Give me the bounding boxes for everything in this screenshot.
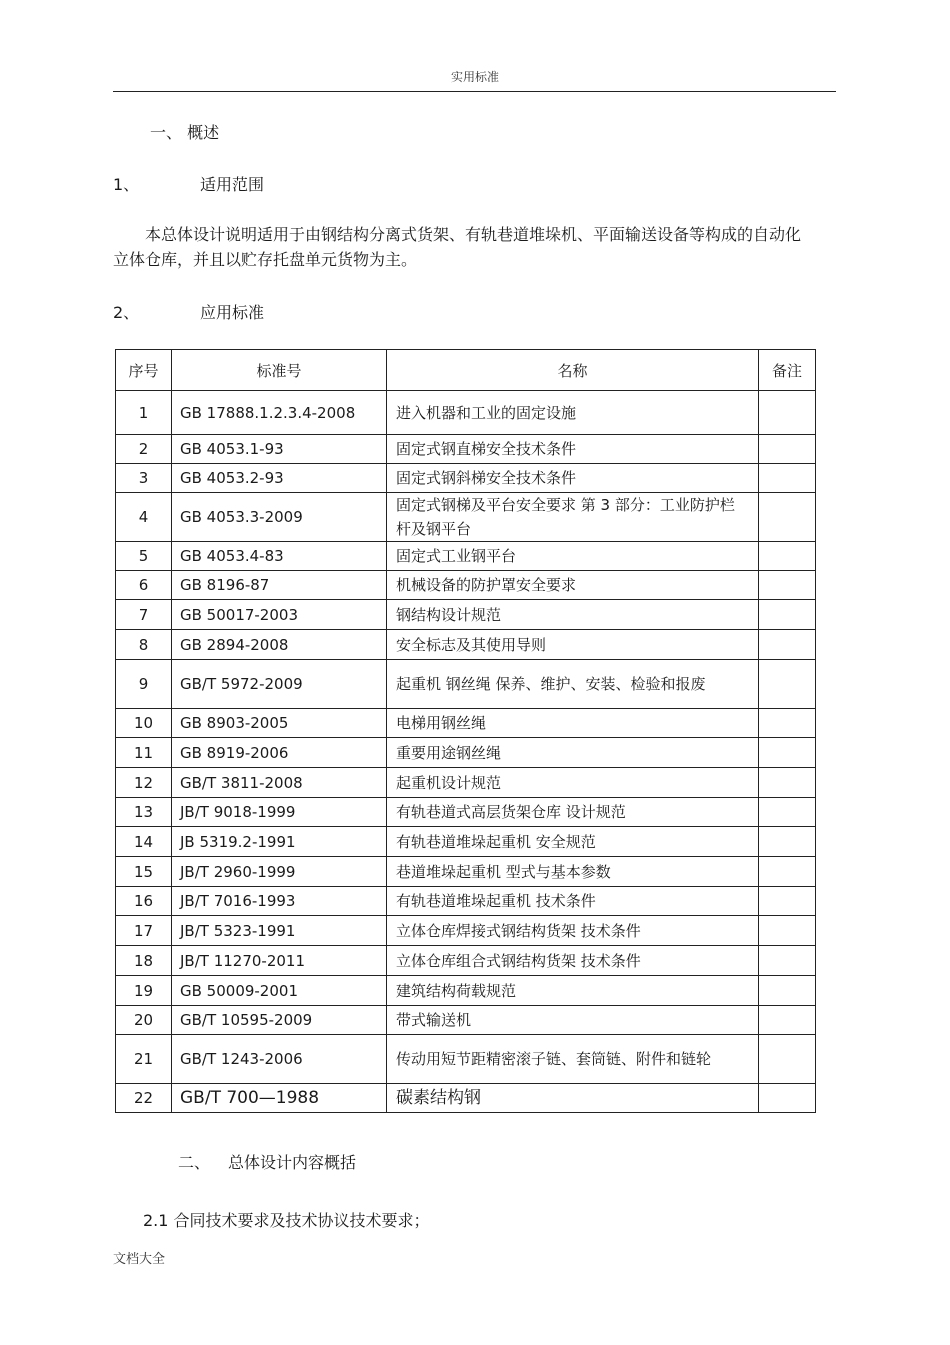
row-number: 3 bbox=[116, 464, 172, 493]
row-standard-code: JB 5319.2-1991 bbox=[172, 827, 387, 857]
scope-paragraph-text: 本总体设计说明适用于由钢结构分离式货架、有轨巷道堆垛机、平面输送设备等构成的自动化立体仓库，并且以贮存托盘单元货物为主。 bbox=[113, 225, 802, 269]
row-standard-name: 有轨巷道堆垛起重机 技术条件 bbox=[387, 887, 759, 916]
row-number: 12 bbox=[116, 768, 172, 798]
row-note bbox=[759, 709, 816, 738]
row-note bbox=[759, 916, 816, 946]
row-standard-name: 电梯用钢丝绳 bbox=[387, 709, 759, 738]
row-standard-name: 机械设备的防护罩安全要求 bbox=[387, 571, 759, 600]
header-rule bbox=[113, 91, 836, 92]
row-note bbox=[759, 887, 816, 916]
table-row bbox=[116, 571, 816, 600]
page-footer: 文档大全 bbox=[113, 1252, 166, 1267]
row-note bbox=[759, 630, 816, 660]
row-standard-name: 钢结构设计规范 bbox=[387, 600, 759, 630]
row-standard-name: 带式输送机 bbox=[387, 1006, 759, 1035]
row-number: 19 bbox=[116, 976, 172, 1006]
row-standard-name: 固定式钢直梯安全技术条件 bbox=[387, 435, 759, 464]
subsection-2-1: 2.1 合同技术要求及技术协议技术要求； bbox=[143, 1211, 430, 1230]
table-row bbox=[116, 798, 816, 827]
page-header: 实用标准 bbox=[450, 70, 499, 84]
row-number: 10 bbox=[116, 709, 172, 738]
row-note bbox=[759, 1035, 816, 1084]
row-standard-name: 起重机设计规范 bbox=[387, 768, 759, 798]
table-row bbox=[116, 630, 816, 660]
row-note bbox=[759, 768, 816, 798]
row-note bbox=[759, 391, 816, 435]
header-name: 名称 bbox=[387, 350, 759, 391]
row-note bbox=[759, 660, 816, 709]
row-number: 21 bbox=[116, 1035, 172, 1084]
row-number: 8 bbox=[116, 630, 172, 660]
row-standard-name: 固定式钢斜梯安全技术条件 bbox=[387, 464, 759, 493]
row-note bbox=[759, 857, 816, 887]
row-note bbox=[759, 435, 816, 464]
table-row bbox=[116, 493, 816, 542]
row-number: 16 bbox=[116, 887, 172, 916]
row-standard-code: GB/T 3811-2008 bbox=[172, 768, 387, 798]
row-note bbox=[759, 493, 816, 542]
row-standard-code: GB 8919-2006 bbox=[172, 738, 387, 768]
row-standard-code: GB 4053.2-93 bbox=[172, 464, 387, 493]
row-standard-name: 固定式钢梯及平台安全要求 第 3 部分：工业防护栏杆及钢平台 bbox=[387, 493, 759, 542]
row-standard-name: 传动用短节距精密滚子链、套筒链、附件和链轮 bbox=[387, 1035, 759, 1084]
section-1-title: 一、 概述 bbox=[150, 123, 220, 142]
row-number: 17 bbox=[116, 916, 172, 946]
row-note bbox=[759, 600, 816, 630]
row-note bbox=[759, 464, 816, 493]
row-number: 1 bbox=[116, 391, 172, 435]
row-note bbox=[759, 976, 816, 1006]
row-note bbox=[759, 827, 816, 857]
row-standard-code: GB 4053.1-93 bbox=[172, 435, 387, 464]
row-number: 5 bbox=[116, 542, 172, 571]
table-row bbox=[116, 916, 816, 946]
row-standard-code: GB/T 5972-2009 bbox=[172, 660, 387, 709]
row-standard-name: 起重机 钢丝绳 保养、维护、安装、检验和报废 bbox=[387, 660, 759, 709]
subsection-1-title: 适用范围 bbox=[200, 175, 265, 194]
row-note bbox=[759, 738, 816, 768]
header-note: 备注 bbox=[759, 350, 816, 391]
standards-table bbox=[115, 349, 816, 1113]
row-number: 7 bbox=[116, 600, 172, 630]
row-standard-code: GB 8903-2005 bbox=[172, 709, 387, 738]
table-row bbox=[116, 1035, 816, 1084]
scope-paragraph bbox=[113, 222, 813, 272]
table-row bbox=[116, 1006, 816, 1035]
row-note bbox=[759, 571, 816, 600]
row-number: 18 bbox=[116, 946, 172, 976]
row-standard-code: JB/T 5323-1991 bbox=[172, 916, 387, 946]
row-standard-code: GB 4053.4-83 bbox=[172, 542, 387, 571]
section-2-number: 二、 bbox=[178, 1153, 211, 1172]
row-number: 4 bbox=[116, 493, 172, 542]
row-standard-name: 碳素结构钢 bbox=[387, 1084, 759, 1113]
row-number: 6 bbox=[116, 571, 172, 600]
row-note bbox=[759, 1084, 816, 1113]
row-standard-name: 巷道堆垛起重机 型式与基本参数 bbox=[387, 857, 759, 887]
row-standard-name: 安全标志及其使用导则 bbox=[387, 630, 759, 660]
table-row bbox=[116, 464, 816, 493]
row-number: 20 bbox=[116, 1006, 172, 1035]
row-standard-name: 重要用途钢丝绳 bbox=[387, 738, 759, 768]
row-standard-code: JB/T 2960-1999 bbox=[172, 857, 387, 887]
table-row bbox=[116, 709, 816, 738]
row-standard-name: 立体仓库焊接式钢结构货架 技术条件 bbox=[387, 916, 759, 946]
table-row bbox=[116, 827, 816, 857]
row-standard-code: GB 8196-87 bbox=[172, 571, 387, 600]
table-row bbox=[116, 542, 816, 571]
table-row bbox=[116, 391, 816, 435]
subsection-1-number: 1、 bbox=[113, 175, 140, 194]
row-number: 13 bbox=[116, 798, 172, 827]
table-row bbox=[116, 435, 816, 464]
table-row bbox=[116, 976, 816, 1006]
row-note bbox=[759, 798, 816, 827]
table-row bbox=[116, 660, 816, 709]
row-standard-name: 有轨巷道堆垛起重机 安全规范 bbox=[387, 827, 759, 857]
row-standard-code: JB/T 9018-1999 bbox=[172, 798, 387, 827]
row-standard-code: GB 50009-2001 bbox=[172, 976, 387, 1006]
row-standard-code: JB/T 11270-2011 bbox=[172, 946, 387, 976]
row-standard-code: GB 50017-2003 bbox=[172, 600, 387, 630]
table-row bbox=[116, 887, 816, 916]
table-row bbox=[116, 600, 816, 630]
section-2-title: 总体设计内容概括 bbox=[228, 1153, 357, 1172]
row-standard-name: 建筑结构荷载规范 bbox=[387, 976, 759, 1006]
row-standard-name: 固定式工业钢平台 bbox=[387, 542, 759, 571]
table-row bbox=[116, 738, 816, 768]
row-standard-code: JB/T 7016-1993 bbox=[172, 887, 387, 916]
table-row bbox=[116, 1084, 816, 1113]
row-number: 9 bbox=[116, 660, 172, 709]
table-row bbox=[116, 946, 816, 976]
row-note bbox=[759, 1006, 816, 1035]
row-note bbox=[759, 946, 816, 976]
row-standard-code: GB 2894-2008 bbox=[172, 630, 387, 660]
header-code: 标准号 bbox=[172, 350, 387, 391]
row-standard-code: GB 4053.3-2009 bbox=[172, 493, 387, 542]
row-standard-code: GB/T 700—1988 bbox=[172, 1084, 387, 1113]
row-standard-code: GB 17888.1.2.3.4-2008 bbox=[172, 391, 387, 435]
row-number: 14 bbox=[116, 827, 172, 857]
row-number: 2 bbox=[116, 435, 172, 464]
row-number: 15 bbox=[116, 857, 172, 887]
row-standard-code: GB/T 1243-2006 bbox=[172, 1035, 387, 1084]
table-row bbox=[116, 768, 816, 798]
table-row bbox=[116, 857, 816, 887]
row-standard-code: GB/T 10595-2009 bbox=[172, 1006, 387, 1035]
subsection-2-number: 2、 bbox=[113, 303, 140, 322]
header-no: 序号 bbox=[116, 350, 172, 391]
row-note bbox=[759, 542, 816, 571]
row-number: 22 bbox=[116, 1084, 172, 1113]
subsection-2-title: 应用标准 bbox=[200, 303, 265, 322]
row-standard-name: 有轨巷道式高层货架仓库 设计规范 bbox=[387, 798, 759, 827]
table-header-row bbox=[116, 350, 816, 391]
row-standard-name: 进入机器和工业的固定设施 bbox=[387, 391, 759, 435]
row-number: 11 bbox=[116, 738, 172, 768]
row-standard-name: 立体仓库组合式钢结构货架 技术条件 bbox=[387, 946, 759, 976]
